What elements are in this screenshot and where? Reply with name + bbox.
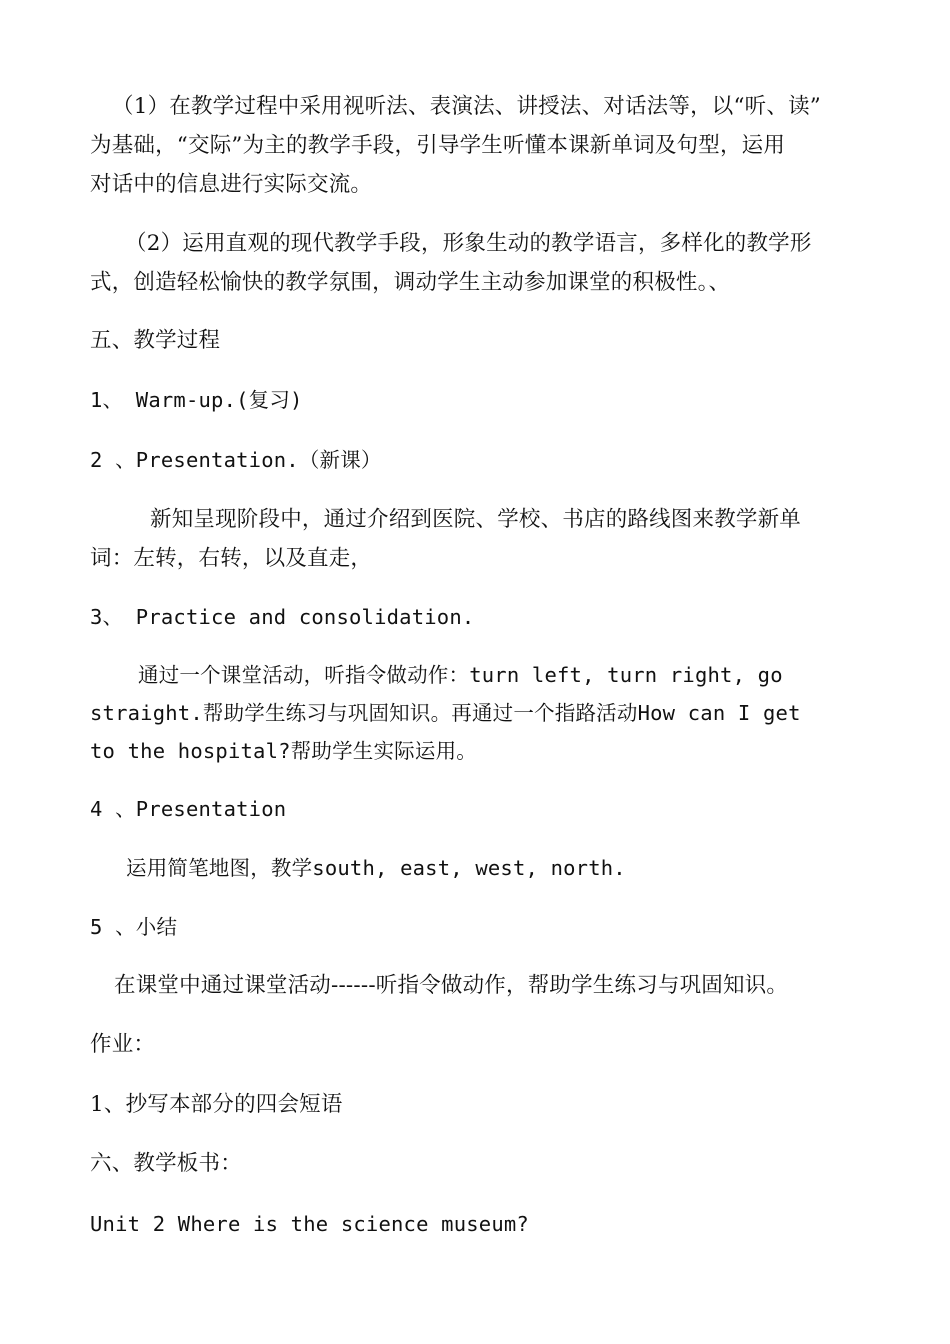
paragraph-method-1-line-1: （1）在教学过程中采用视听法、表演法、讲授法、对话法等，以“听、读” <box>112 94 821 119</box>
paragraph-method-1-line-2: 为基础，“交际”为主的教学手段，引导学生听懂本课新单词及句型，运用 <box>90 133 786 158</box>
step-2-presentation: 2 、Presentation.（新课） <box>90 448 382 472</box>
paragraph-method-2-line-2: 式，创造轻松愉快的教学氛围，调动学生主动参加课堂的积极性。、 <box>90 270 731 295</box>
step-1-warm-up: 1、 Warm-up.(复习) <box>90 388 303 412</box>
practice-detail-line-1: 通过一个课堂活动，听指令做动作：turn left, turn right, go <box>138 663 783 687</box>
homework-heading: 作业： <box>90 1032 156 1057</box>
section-heading-teaching-process: 五、教学过程 <box>90 328 221 353</box>
unit-title: Unit 2 Where is the science museum? <box>90 1212 529 1236</box>
homework-item-1: 1、抄写本部分的四会短语 <box>90 1092 343 1117</box>
paragraph-method-1-line-3: 对话中的信息进行实际交流。 <box>90 172 373 197</box>
summary-detail: 在课堂中通过课堂活动------听指令做动作，帮助学生练习与巩固知识。 <box>114 973 789 998</box>
map-teaching-detail: 运用简笔地图，教学south, east, west, north. <box>126 856 626 880</box>
practice-detail-line-3: to the hospital?帮助学生实际运用。 <box>90 739 477 763</box>
step-5-summary: 5 、小结 <box>90 915 178 939</box>
paragraph-method-2-line-1: （2）运用直观的现代教学手段，形象生动的教学语言，多样化的教学形 <box>125 231 812 256</box>
presentation-detail-line-1: 新知呈现阶段中，通过介绍到医院、学校、书店的路线图来教学新单 <box>150 507 802 532</box>
step-3-practice: 3、 Practice and consolidation. <box>90 605 475 629</box>
practice-detail-line-2: straight.帮助学生练习与巩固知识。再通过一个指路活动How can I get <box>90 701 801 725</box>
section-heading-board-writing: 六、教学板书： <box>90 1151 242 1176</box>
presentation-detail-line-2: 词：左转，右转，以及直走， <box>90 546 373 571</box>
step-4-presentation: 4 、Presentation <box>90 797 287 821</box>
